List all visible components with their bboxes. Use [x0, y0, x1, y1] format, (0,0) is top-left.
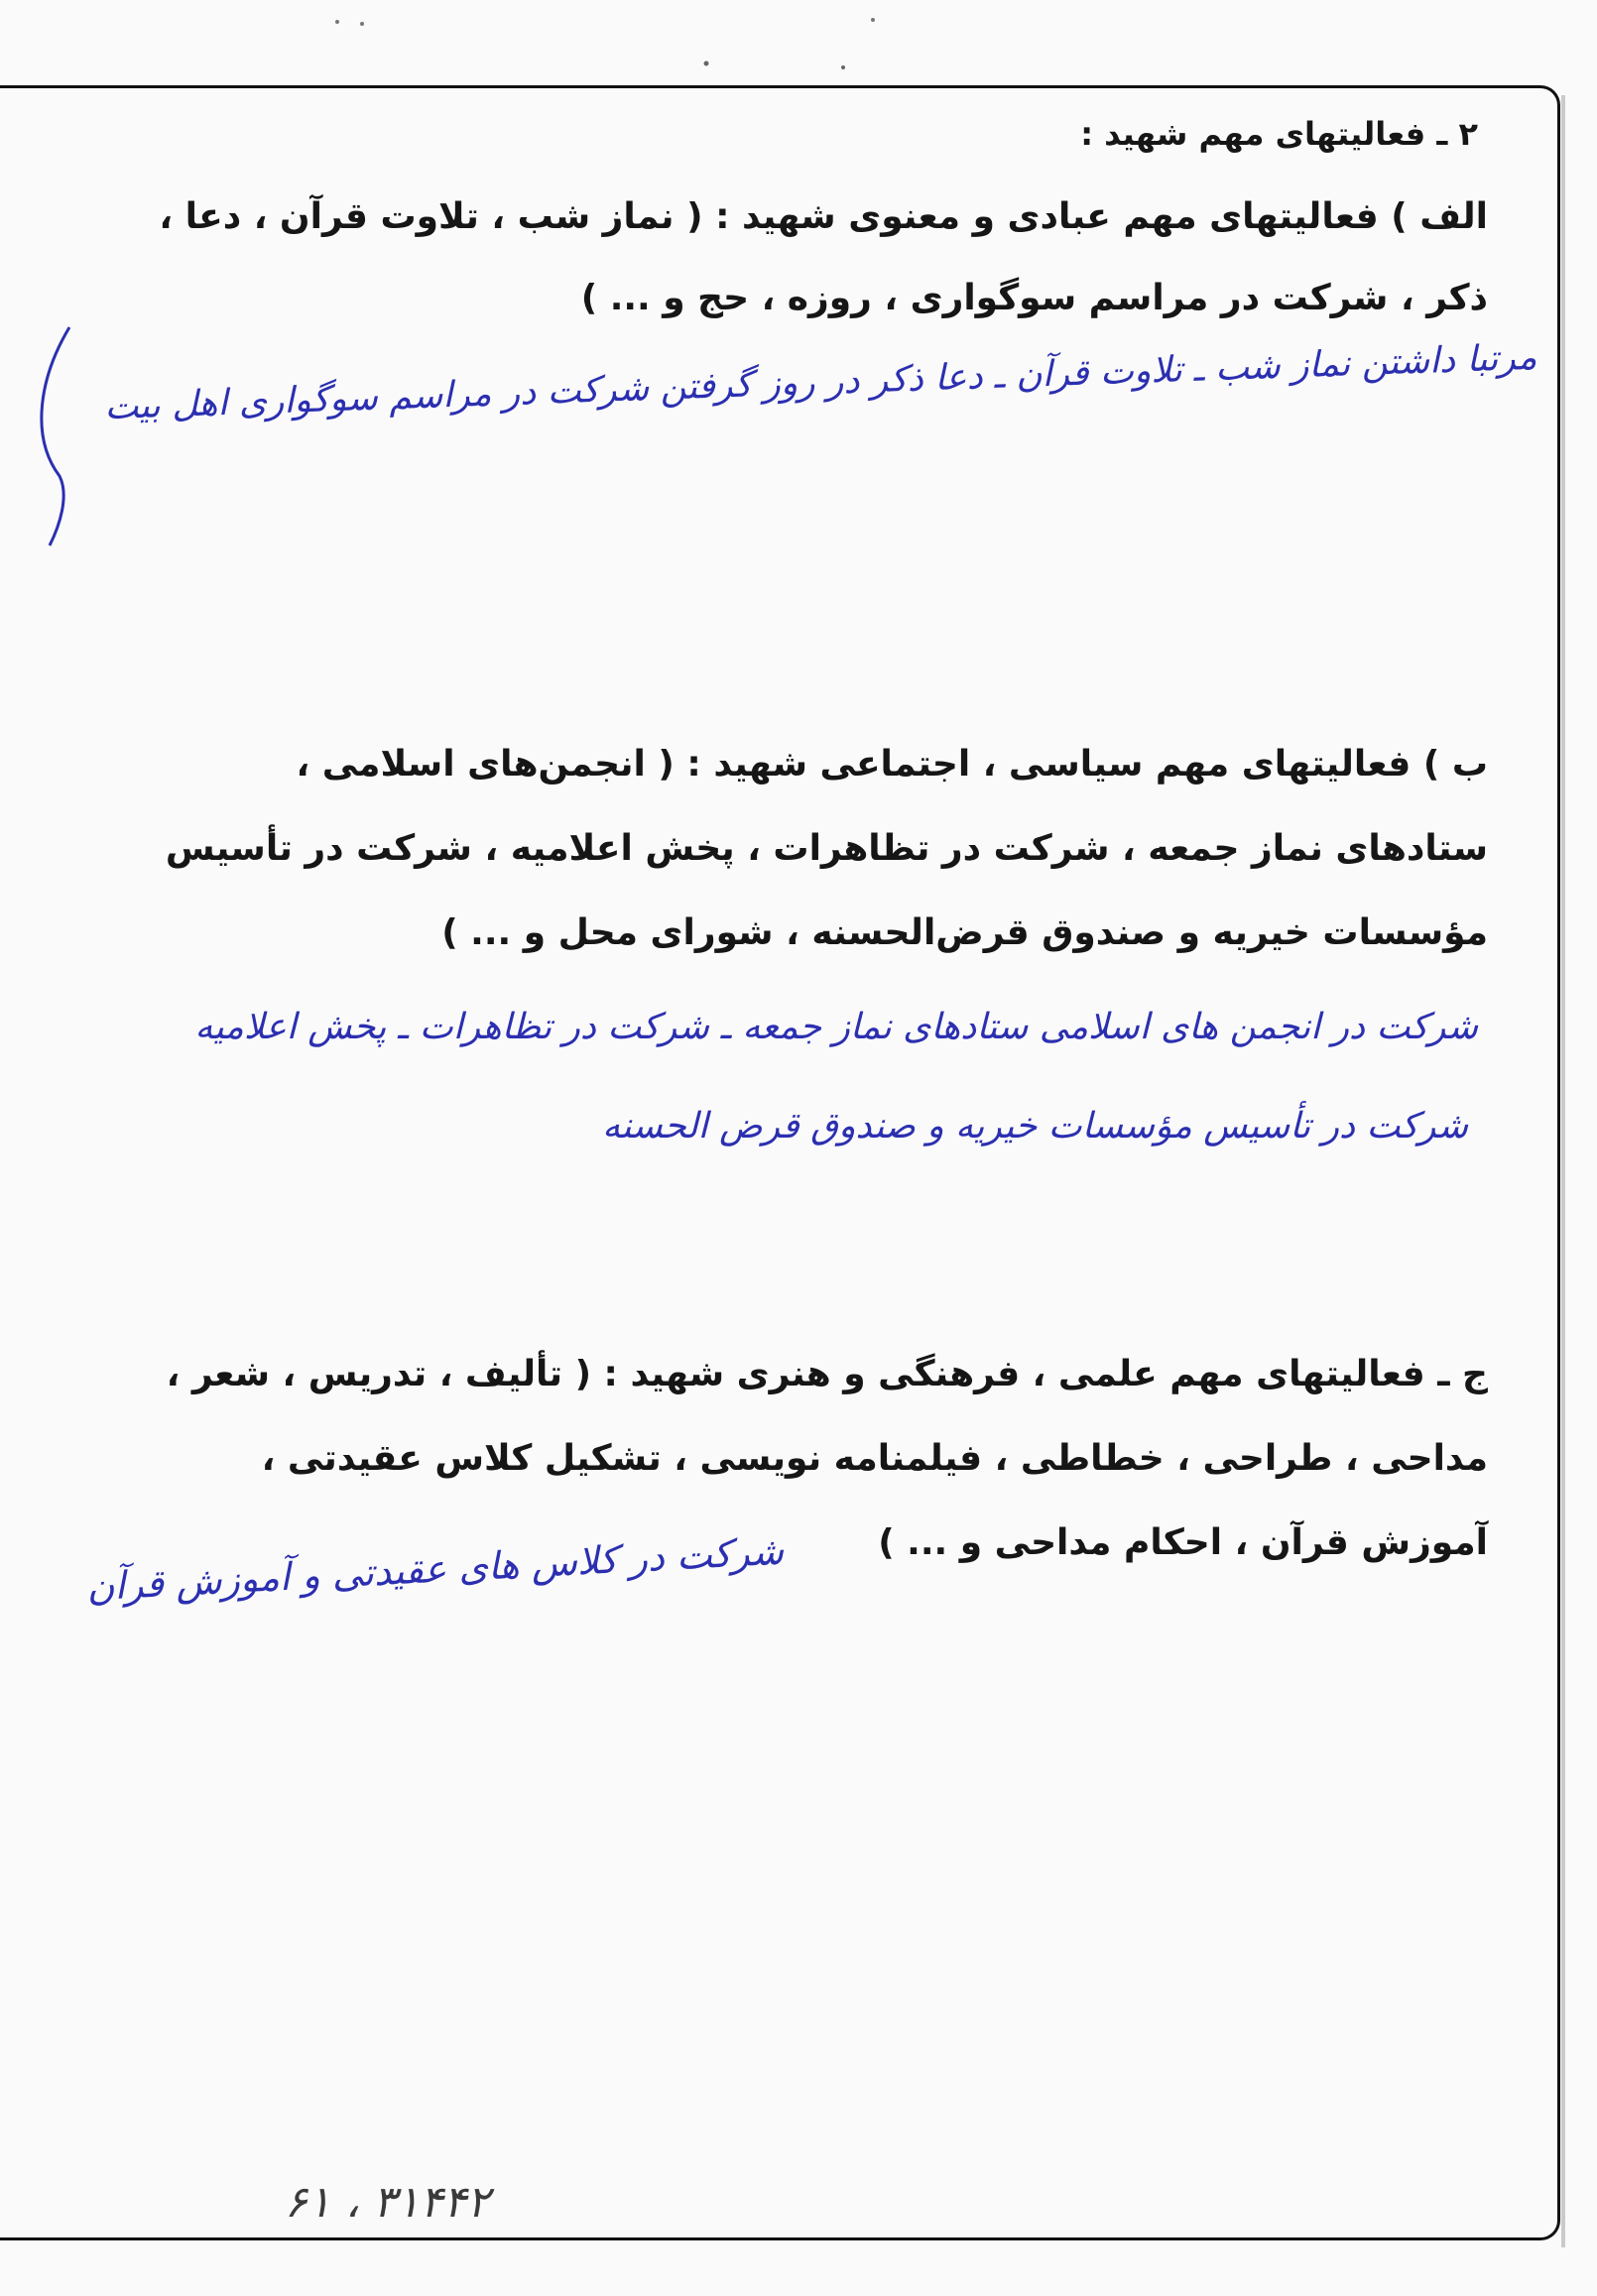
section-a-line-2: ذکر ، شرکت در مراسم سوگواری ، روزه ، حج و ... )	[580, 278, 1488, 318]
section-c-line-3: آموزش قرآن ، احکام مداحی و ... )	[878, 1522, 1488, 1563]
section-a-handwritten-answer: مرتبا داشتن نماز شب ـ تلاوت قرآن ـ دعا ذکر در روز گرفتن شرکت در مراسم سوگواری اهل بیت	[103, 336, 1538, 428]
section-c-line-2: مداحی ، طراحی ، خطاطی ، فیلمنامه نویسی ، تشکیل کلاس عقیدتی ،	[261, 1438, 1488, 1479]
section-b-line-2: ستادهای نماز جمعه ، شرکت در تظاهرات ، پخش اعلامیه ، شرکت در تأسیس	[165, 828, 1488, 869]
handwritten-bracket-mark	[0, 317, 89, 555]
section-c-line-1: ج ـ فعالیتهای مهم علمی ، فرهنگی و هنری شهید : ( تألیف ، تدریس ، شعر ،	[166, 1354, 1488, 1394]
section-b-handwritten-line-1: شرکت در انجمن های اسلامی ستادهای نماز جمعه ـ شرکت در تظاهرات ـ پخش اعلامیه	[194, 1007, 1478, 1047]
archive-number: ۶۱ ، ۳۱۴۴۲	[282, 2177, 500, 2228]
form-border-shadow	[1561, 95, 1565, 2247]
section-a-line-1: الف ) فعالیتهای مهم عبادی و معنوی شهید : ( نماز شب ، تلاوت قرآن ، دعا ،	[159, 196, 1488, 237]
section-c-handwritten-answer: شرکت در کلاس های عقیدتی و آموزش قرآن	[84, 1528, 785, 1610]
section-b-line-3: مؤسسات خیریه و صندوق قرض‌الحسنه ، شورای محل و ... )	[441, 912, 1488, 953]
section-heading: ۲ ـ فعالیتهای مهم شهید :	[1080, 115, 1478, 153]
section-b-line-1: ب ) فعالیتهای مهم سیاسی ، اجتماعی شهید : ( انجمن‌های اسلامی ،	[296, 744, 1488, 785]
section-b-handwritten-line-2: شرکت در تأسیس مؤسسات خیریه و صندوق قرض الحسنه	[602, 1106, 1468, 1147]
